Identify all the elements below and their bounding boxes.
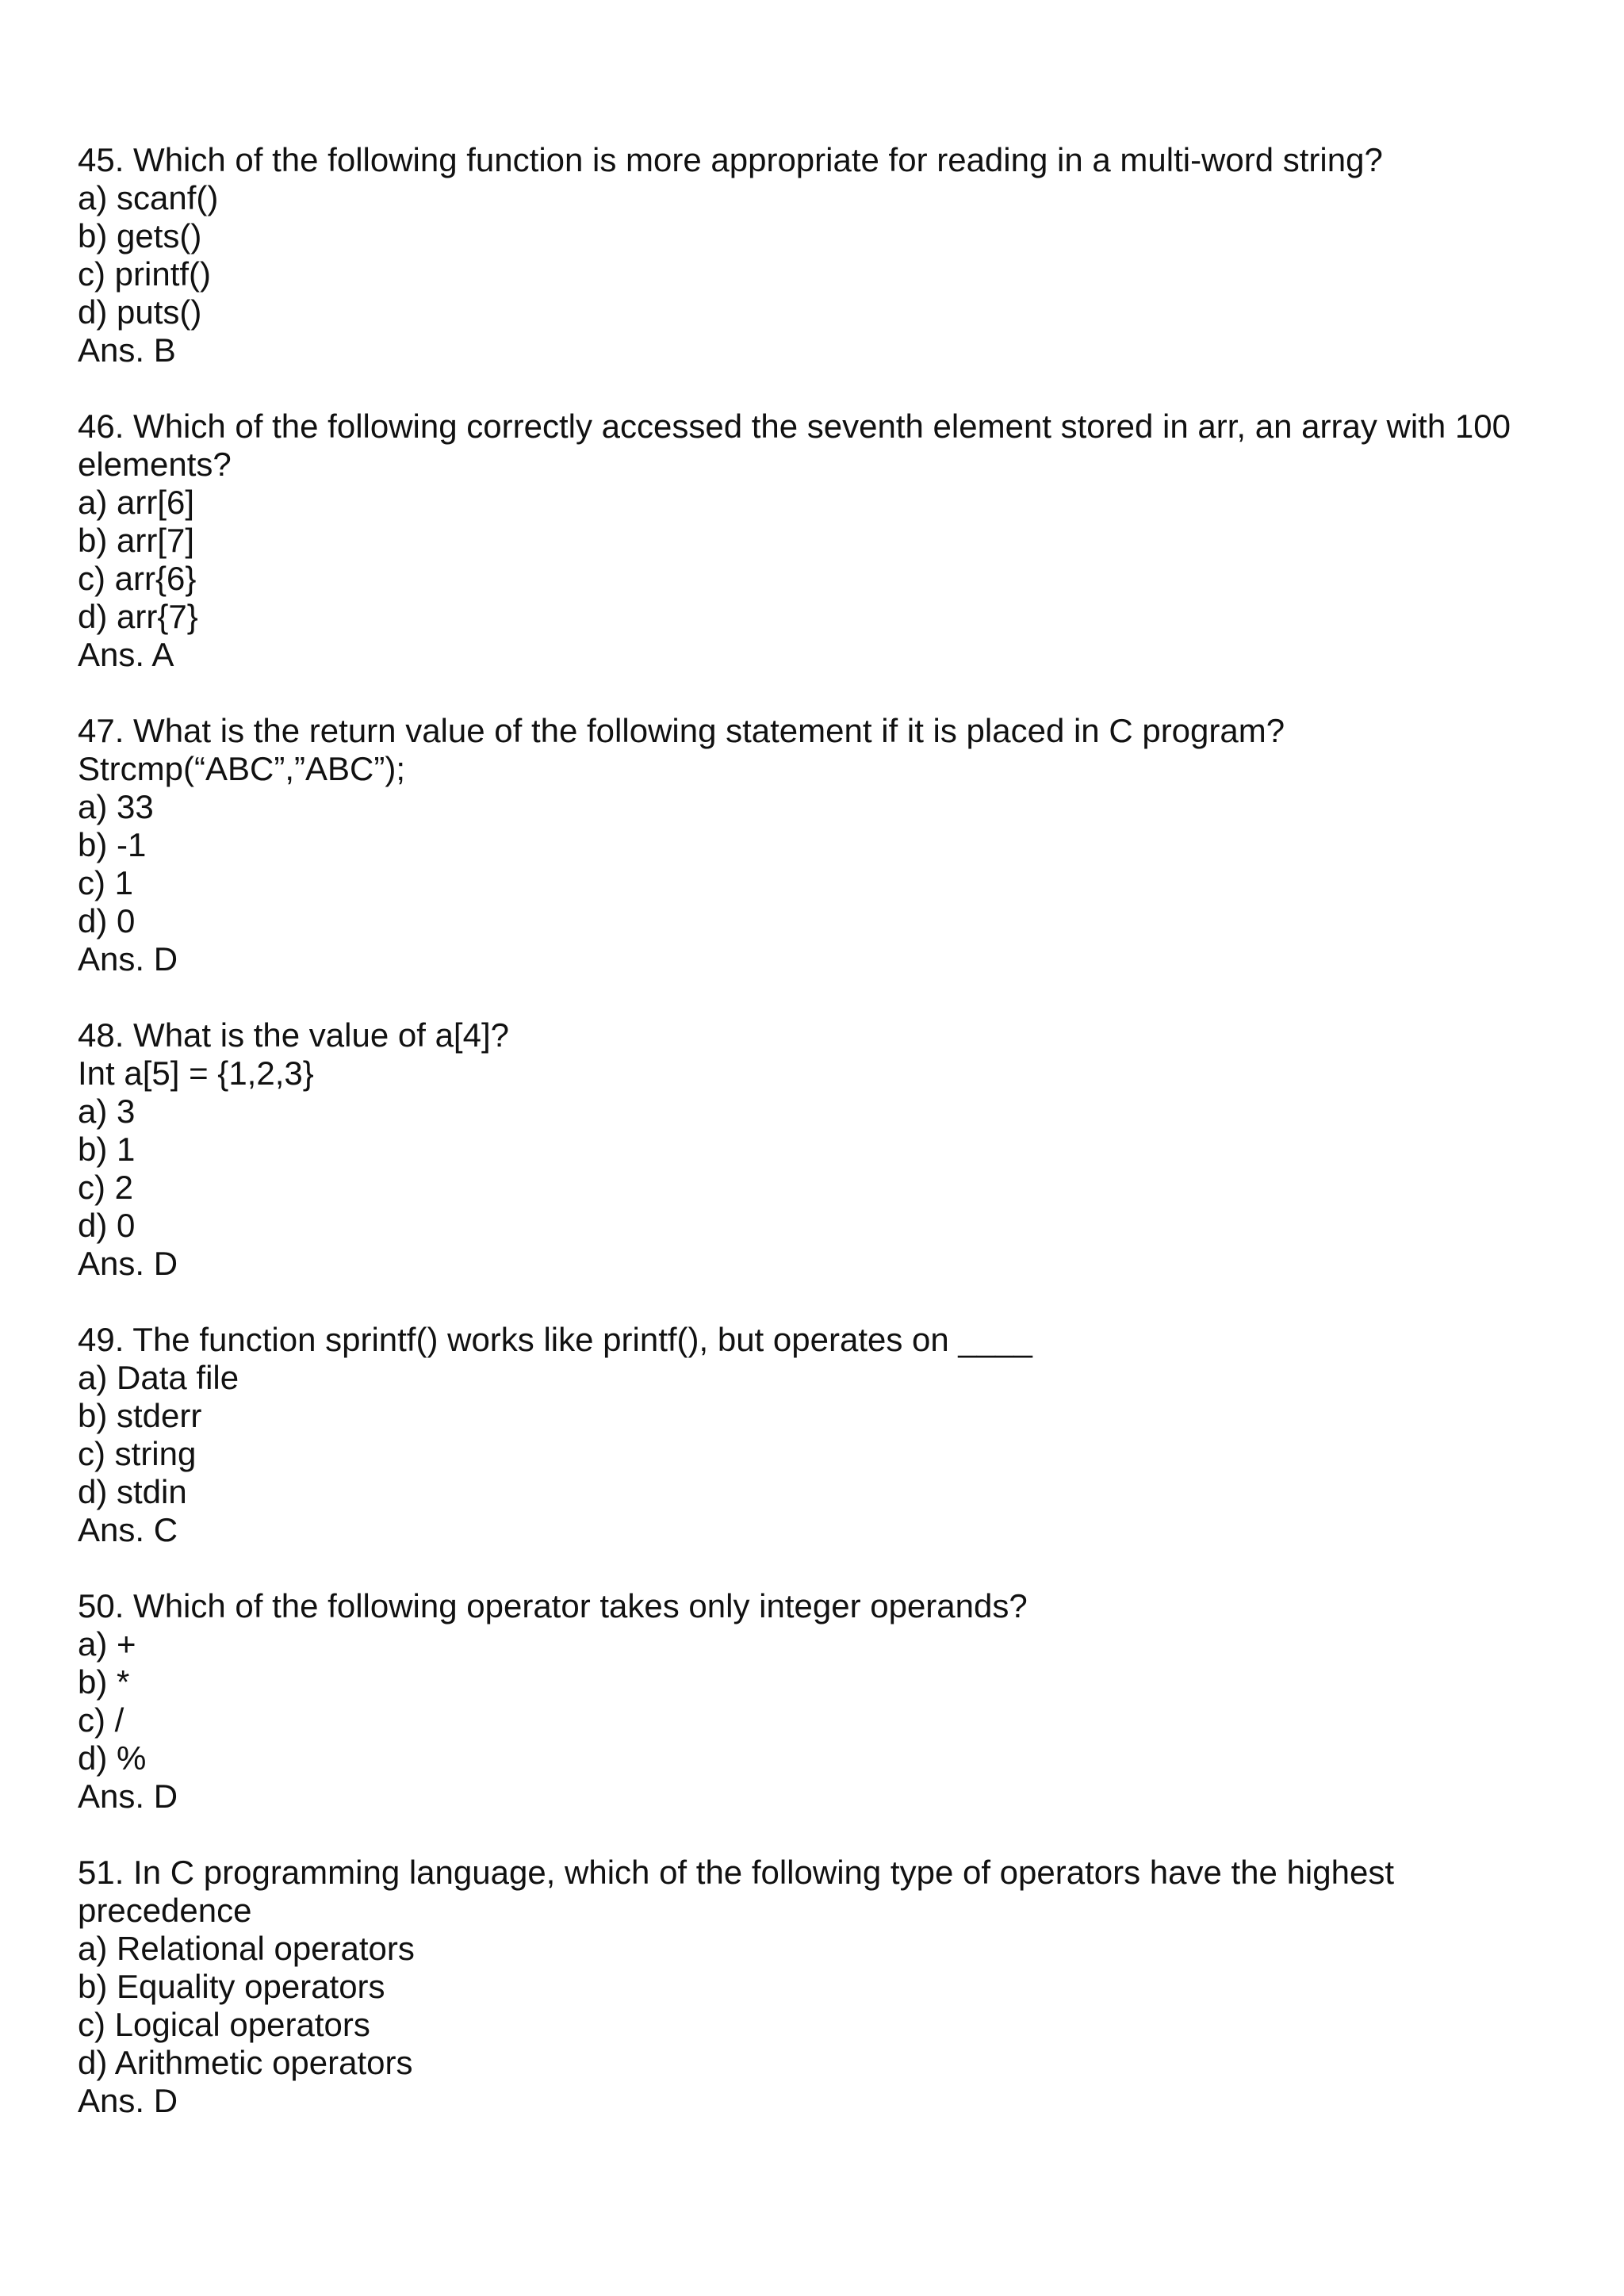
answer: Ans. A [78,636,174,673]
option-d: d) stdin [78,1473,187,1510]
option-c: c) Logical operators [78,2006,370,2043]
question-47 [78,712,1553,978]
option-a: a) 33 [78,788,154,825]
option-b: b) arr[7] [78,522,195,559]
answer: Ans. B [78,331,176,369]
question-text-continued: elements? [78,446,232,483]
option-d: d) Arithmetic operators [78,2044,413,2081]
answer: Ans. D [78,940,178,978]
code-statement: Strcmp(“ABC”,”ABC”); [78,750,405,787]
option-a: a) scanf() [78,179,219,216]
option-b: b) stderr [78,1397,202,1434]
question-45 [78,141,1553,369]
option-d: d) 0 [78,902,136,939]
option-c: c) arr{6} [78,560,197,597]
answer: Ans. D [78,1245,178,1282]
question-text: 50. Which of the following operator takes only integer operands? [78,1587,1028,1624]
question-49 [78,1321,1553,1549]
question-text: 46. Which of the following correctly accessed the seventh element stored in arr, an array with 100 [78,408,1511,445]
option-c: c) 2 [78,1169,134,1206]
option-a: a) Relational operators [78,1930,415,1967]
option-b: b) 1 [78,1131,136,1168]
code-statement: Int a[5] = {1,2,3} [78,1054,314,1092]
option-b: b) -1 [78,826,147,863]
question-text: 45. Which of the following function is more appropriate for reading in a multi-word string? [78,141,1383,178]
option-d: d) % [78,1739,147,1777]
option-b: b) Equality operators [78,1968,385,2005]
option-c: c) string [78,1435,197,1472]
option-a: a) Data file [78,1359,239,1396]
option-c: c) / [78,1701,124,1739]
answer: Ans. D [78,2082,178,2119]
option-b: b) * [78,1663,130,1701]
question-text: 49. The function sprintf() works like printf(), but operates on ____ [78,1321,1032,1358]
option-d: d) 0 [78,1207,136,1244]
question-48 [78,1016,1553,1283]
option-a: a) 3 [78,1093,136,1130]
question-50 [78,1587,1553,1816]
option-d: d) arr{7} [78,598,198,635]
option-c: c) printf() [78,255,211,293]
document-page [78,141,1553,2158]
option-a: a) arr[6] [78,484,195,521]
question-text-continued: precedence [78,1892,252,1929]
answer: Ans. D [78,1777,178,1815]
question-text: 47. What is the return value of the following statement if it is placed in C program? [78,712,1285,749]
option-d: d) puts() [78,293,202,331]
answer: Ans. C [78,1511,178,1548]
question-text: 51. In C programming language, which of the following type of operators have the highest [78,1854,1395,1891]
question-46 [78,408,1553,674]
question-51 [78,1854,1553,2120]
question-text: 48. What is the value of a[4]? [78,1016,509,1054]
option-a: a) + [78,1625,136,1663]
option-b: b) gets() [78,217,202,254]
option-c: c) 1 [78,864,134,901]
